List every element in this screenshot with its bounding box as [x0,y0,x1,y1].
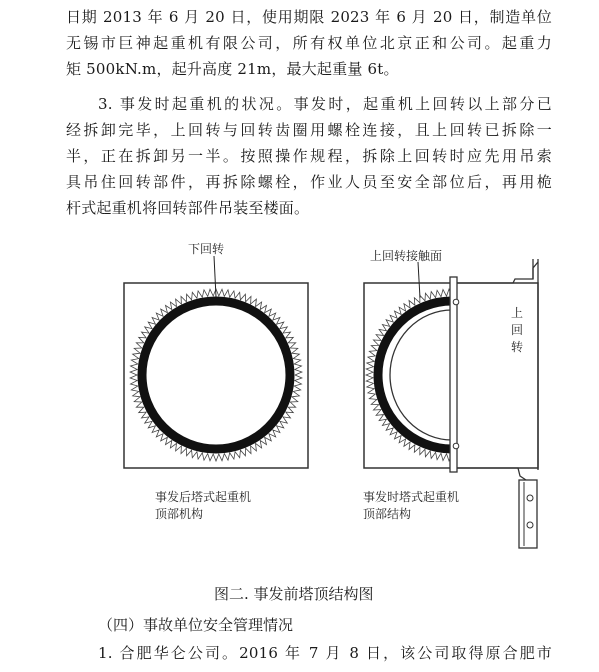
paragraph-company [66,640,552,666]
text-line: 日期 2013 年 6 月 20 日，使用期限 2023 年 6 月 20 日，制造单位 [66,8,552,26]
left-slewing-ring [142,301,290,449]
text-line: 经拆卸完毕，上回转与回转齿圈用螺栓连接，且上回转已拆除一 [66,121,552,139]
text-line: 无锡市巨神起重机有限公司，所有权单位北京正和公司。起重力 [66,34,552,52]
left-caption-line: 顶部机构 [155,507,204,521]
left-label: 下回转 [188,242,225,256]
lower-bracket [519,480,537,548]
side-label-char: 回 [511,323,524,337]
right-caption-line: 顶部结构 [363,507,412,521]
side-structure-outline [457,262,538,283]
left-gear-teeth [130,289,302,461]
bolt-bottom [453,443,459,449]
bolt-top [453,299,459,305]
text-line: 杆式起重机将回转部件吊装至楼面。 [66,199,310,217]
text-line: 1. 合肥华仑公司。2016 年 7 月 8 日，该公司取得原合肥市 [98,644,552,662]
bracket-pin-2 [527,522,533,528]
bracket-pin-1 [527,495,533,501]
right-label: 上回转接触面 [370,249,443,263]
right-label-leader [418,262,420,298]
left-frame [124,283,308,468]
text-line: 半，正在拆卸另一半。按照操作规程，拆除上回转时应先用吊索 [66,147,552,165]
right-caption-line: 事发时塔式起重机 [363,490,460,504]
text-line: 矩 500kN.m，起升高度 21m，最大起重量 6t。 [66,60,399,78]
figure-caption: 图二. 事发前塔顶结构图 [214,585,374,603]
text-line: 具吊住回转部件，再拆除螺栓，作业人员至安全部位后，再用桅 [66,173,552,191]
section-heading: （四）事故单位安全管理情况 [98,616,294,634]
side-structure-bottom [457,468,526,480]
text-line: 3. 事发时起重机的状况。事发时，起重机上回转以上部分已 [98,95,552,113]
left-caption-line: 事发后塔式起重机 [155,490,252,504]
side-label-char: 上 [511,306,524,320]
side-label-char: 转 [511,340,524,354]
